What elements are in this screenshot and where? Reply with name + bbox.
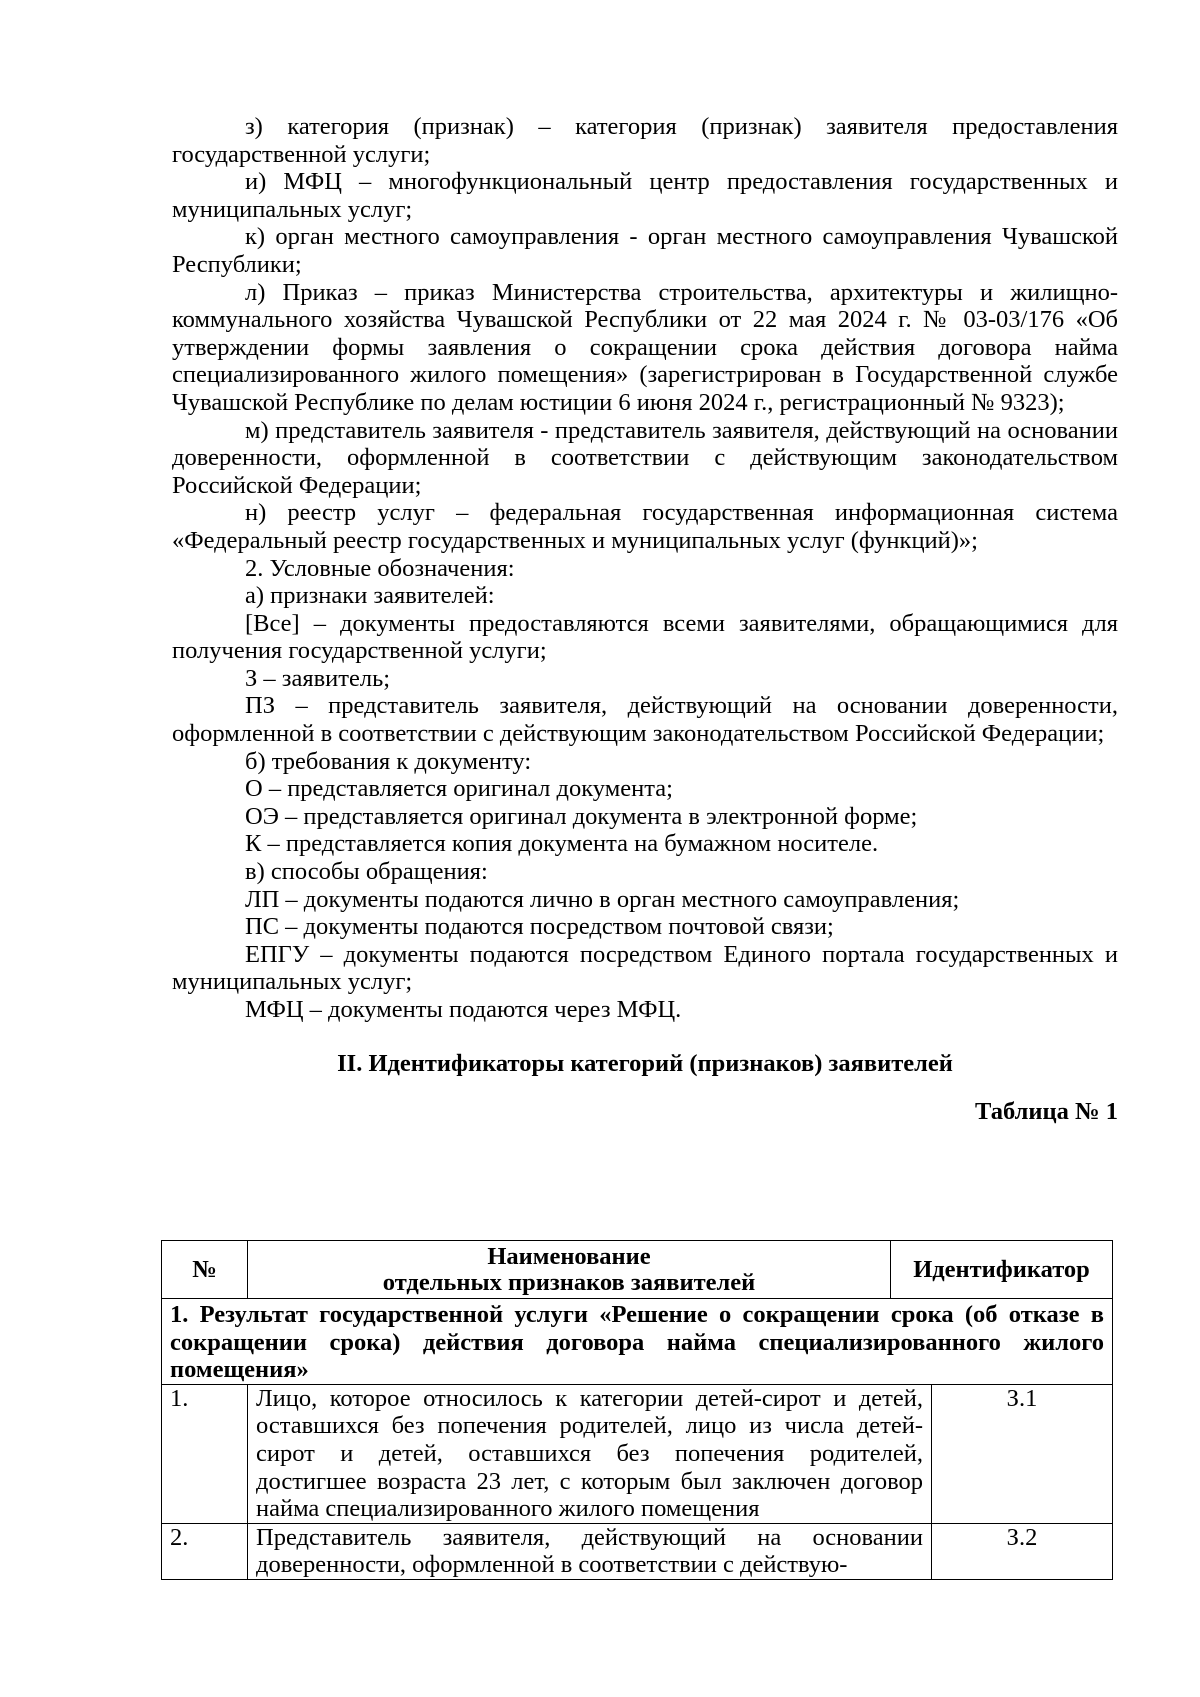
row-text: Лицо, которое относилось к категории детей-сирот и детей, оставшихся без попечения родителей, лицо из числа детей-сирот и детей, оставшихся без попечения родителей, достигшее возраста 23 лет, с которым был заключен договор найма специализированного жилого помещения: [248, 1384, 932, 1523]
row-id: З.1: [932, 1384, 1113, 1523]
paragraph-k-copy: К – представляется копия документа на бумажном носителе.: [245, 830, 879, 858]
row-num: 1.: [162, 1384, 248, 1523]
paragraph-i: и) МФЦ – многофункциональный центр предоставления государственных и муниципальных услуг;: [172, 168, 1118, 223]
paragraph-requirements: б) требования к документу:: [245, 747, 532, 775]
paragraph-all: [Все] – документы предоставляются всеми заявителями, обращающимися для получения государственной услуги;: [172, 609, 1118, 665]
paragraph-applicant-signs: а) признаки заявителей:: [245, 582, 495, 610]
paragraph-notation-heading: 2. Условные обозначения:: [245, 554, 515, 582]
paragraph-methods: в) способы обращения:: [245, 858, 488, 886]
header-name-line2: отдельных признаков заявителей: [382, 1268, 756, 1296]
paragraph-ps: ПС – документы подаются посредством почтовой связи;: [245, 913, 834, 941]
table-row: [162, 1384, 1113, 1523]
header-id: Идентификатор: [891, 1241, 1113, 1299]
paragraph-mfc: МФЦ – документы подаются через МФЦ.: [245, 996, 682, 1023]
paragraph-pz: ПЗ – представитель заявителя, действующий на основании доверенности, оформленной в соответствии с действующим законодательством Российской Федерации;: [172, 692, 1118, 748]
group-row: [162, 1299, 1113, 1385]
paragraph-oe: ОЭ – представляется оригинал документа в электронной форме;: [245, 802, 918, 830]
table-label: Таблица № 1: [975, 1097, 1118, 1125]
paragraph-l: л) Приказ – приказ Министерства строительства, архитектуры и жилищно-коммунального хозяйства Чувашской Республики от 22 мая 2024 г. № 03-03/176 «Об утверждении формы заявления о сокращении срока действия договора найма специализированного жилого помещения» (зарегистрирован в Государственной службе Чувашской Республике по делам юстиции 6 июня 2024 г., регистрационный № 9323);: [172, 278, 1118, 416]
paragraph-epgu: ЕПГУ – документы подаются посредством Единого портала государственных и муниципальных услуг;: [172, 940, 1118, 996]
header-name: [248, 1241, 891, 1299]
applicant-categories-table: [161, 1240, 1113, 1580]
group-title: 1. Результат государственной услуги «Решение о сокращении срока (об отказе в сокращении срока) действия договора найма специализированного жилого помещения»: [162, 1299, 1113, 1385]
row-num: 2.: [162, 1523, 248, 1579]
paragraph-z-applicant: З – заявитель;: [245, 664, 391, 692]
paragraph-lp: ЛП – документы подаются лично в орган местного самоуправления;: [245, 885, 960, 913]
section-title: II. Идентификаторы категорий (признаков) заявителей: [337, 1049, 953, 1077]
paragraph-n: н) реестр услуг – федеральная государственная информационная система «Федеральный реестр государственных и муниципальных услуг (функций)»;: [172, 499, 1118, 554]
header-name-line1: Наименование: [487, 1242, 651, 1270]
row-text: Представитель заявителя, действующий на основании доверенности, оформленной в соответствии с действую-: [248, 1523, 932, 1579]
paragraph-o: О – представляется оригинал документа;: [245, 775, 673, 803]
table-header-row: [162, 1241, 1113, 1299]
document-page: [172, 113, 1118, 1126]
row-id: З.2: [932, 1523, 1113, 1579]
paragraph-k: к) орган местного самоуправления - орган местного самоуправления Чувашской Республики;: [172, 223, 1118, 278]
table-row: [162, 1523, 1113, 1579]
header-num: №: [162, 1241, 248, 1299]
paragraph-m: м) представитель заявителя - представитель заявителя, действующий на основании доверенности, оформленной в соответствии с действующим законодательством Российской Федерации;: [172, 416, 1118, 499]
paragraph-z: з) категория (признак) – категория (признак) заявителя предоставления государственной услуги;: [172, 113, 1118, 168]
